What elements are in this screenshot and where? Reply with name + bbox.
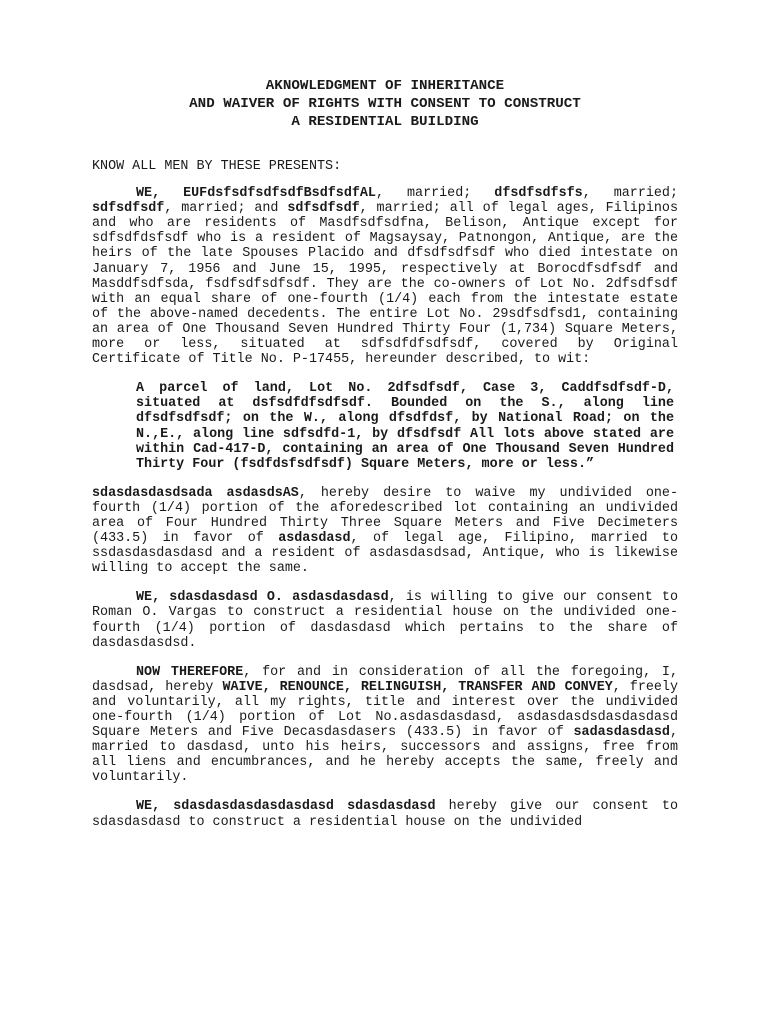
- waiver-paragraph: [92, 486, 678, 577]
- final-consent-paragraph: [92, 799, 678, 829]
- waive-clause: WAIVE, RENOUNCE, RELINGUISH, TRANSFER AND CONVEY: [222, 679, 613, 695]
- grantee-name: sadasdasdasd: [573, 725, 670, 741]
- heir-name-3: sdfsdfsdf: [92, 201, 165, 217]
- text-segment: , for and in consideration of all the foregoing, I, dasdsad, hereby: [92, 664, 678, 695]
- heirs-paragraph: [92, 186, 678, 367]
- text-segment: , married;: [582, 186, 678, 202]
- title-line-3: A RESIDENTIAL BUILDING: [291, 114, 479, 130]
- text-segment: , freely and voluntarily, all my rights, title and interest over the undivided one-fourth (1/4) portion of Lot No.asdasdasdasd, asdasdasdsdasdasdasd Square Meters and Five Decasdasdasers (433.5) in favor of: [92, 679, 678, 741]
- consenting-party: WE, sdasdasdasd O. asdasdasdasd: [136, 590, 389, 606]
- consent-paragraph: [92, 590, 678, 650]
- land-description-quote: A parcel of land, Lot No. 2dfsdfsdf, Case 3, Caddfsdfsdf-D, situated at dsfsdfdfsdfsdf. Bounded on the S., along line dfsdfsdfsdf; on the W., along dfsdfdsf, by National Road; on the N.,E., along line sdfsdfd-1, by dfsdfsdf All lots above stated are within Cad-417-D, containing an area of One Thousand Seven Hundred Thirty Four (fsdfdsfsdfsdf) Square Meters, more or less.”: [136, 381, 674, 472]
- text-segment: , married to dasdasd, unto his heirs, successors and assigns, free from all liens and encumbrances, and he hereby accepts the same, freely and voluntarily.: [92, 725, 678, 786]
- we-label: WE,: [136, 186, 184, 202]
- text-segment: , of legal age, Filipino, married to ssdasdasdasdasd and a resident of asdasdasdsad, Antique, who is likewise willing to accept the same.: [92, 531, 678, 577]
- text-segment: hereby give our consent to sdasdasdasd to construct a residential house on the undivided: [92, 799, 678, 830]
- text-segment: , married;: [375, 186, 495, 202]
- now-therefore-label: NOW THEREFORE: [136, 664, 244, 680]
- text-segment: , is willing to give our consent to Roman O. Vargas to construct a residential house on the undivided one-fourth (1/4) portion of dasdasdasd which pertains to the share of dasdasdasdsd.: [92, 590, 679, 651]
- waiver-name: sdasdasdasdsada asdasdsAS: [92, 485, 299, 501]
- final-consenting-party: WE, sdasdasdasdasdasdasd sdasdasdasd: [136, 799, 436, 815]
- text-segment: , married; and: [164, 201, 288, 217]
- beneficiary-name: asdasdasd: [278, 531, 351, 547]
- title-line-2: AND WAIVER OF RIGHTS WITH CONSENT TO CONSTRUCT: [189, 96, 581, 112]
- know-all-men-heading: KNOW ALL MEN BY THESE PRESENTS:: [92, 159, 342, 174]
- heir-name-2: dfsdfsdfsfs: [494, 186, 583, 202]
- conveyance-paragraph: [92, 665, 678, 786]
- document-page: [92, 77, 678, 830]
- title-line-1: AKNOWLEDGMENT OF INHERITANCE: [265, 78, 505, 94]
- heir-name-4: sdfsdfsdf: [287, 201, 360, 217]
- document-title: [92, 77, 678, 131]
- text-segment: , married; all of legal ages, Filipinos and who are residents of Masdfsdfsdfna, Belison, Antique except for sdfsdfdsfsdf who is a resident of Magsaysay, Patnongon, Antique, are the heirs of the late Spouses Placido and dfsdfsdfsdf who died intestate on January 7, 1956 and June 15, 1995, respectively at Borocdfsdfsdf and Masddfsdfsda, fsdfsdfsdfsdf. They are the co-owners of Lot No. 2dfsdfsdf with an equal share of one-fourth (1/4) each from the intestate estate of the above-named decedents. The entire Lot No. 29sdfsdfsd1, containing an area of One Thousand Seven Hundred Thirty Four (1,734) Square Meters, more or less, situated at sdfsdfdfsdfsdf, covered by Original Certificate of Title No. P-17455, hereunder described, to wit:: [92, 201, 678, 368]
- heir-name-1: EUFdsfsdfsdfsdfBsdfsdfAL: [183, 186, 376, 202]
- text-segment: , hereby desire to waive my undivided one-fourth (1/4) portion of the aforedescribed lot containing an undivided area of Four Hundred Thirty Three Square Meters and Five Decimeters (433.5) in favor of: [92, 485, 678, 547]
